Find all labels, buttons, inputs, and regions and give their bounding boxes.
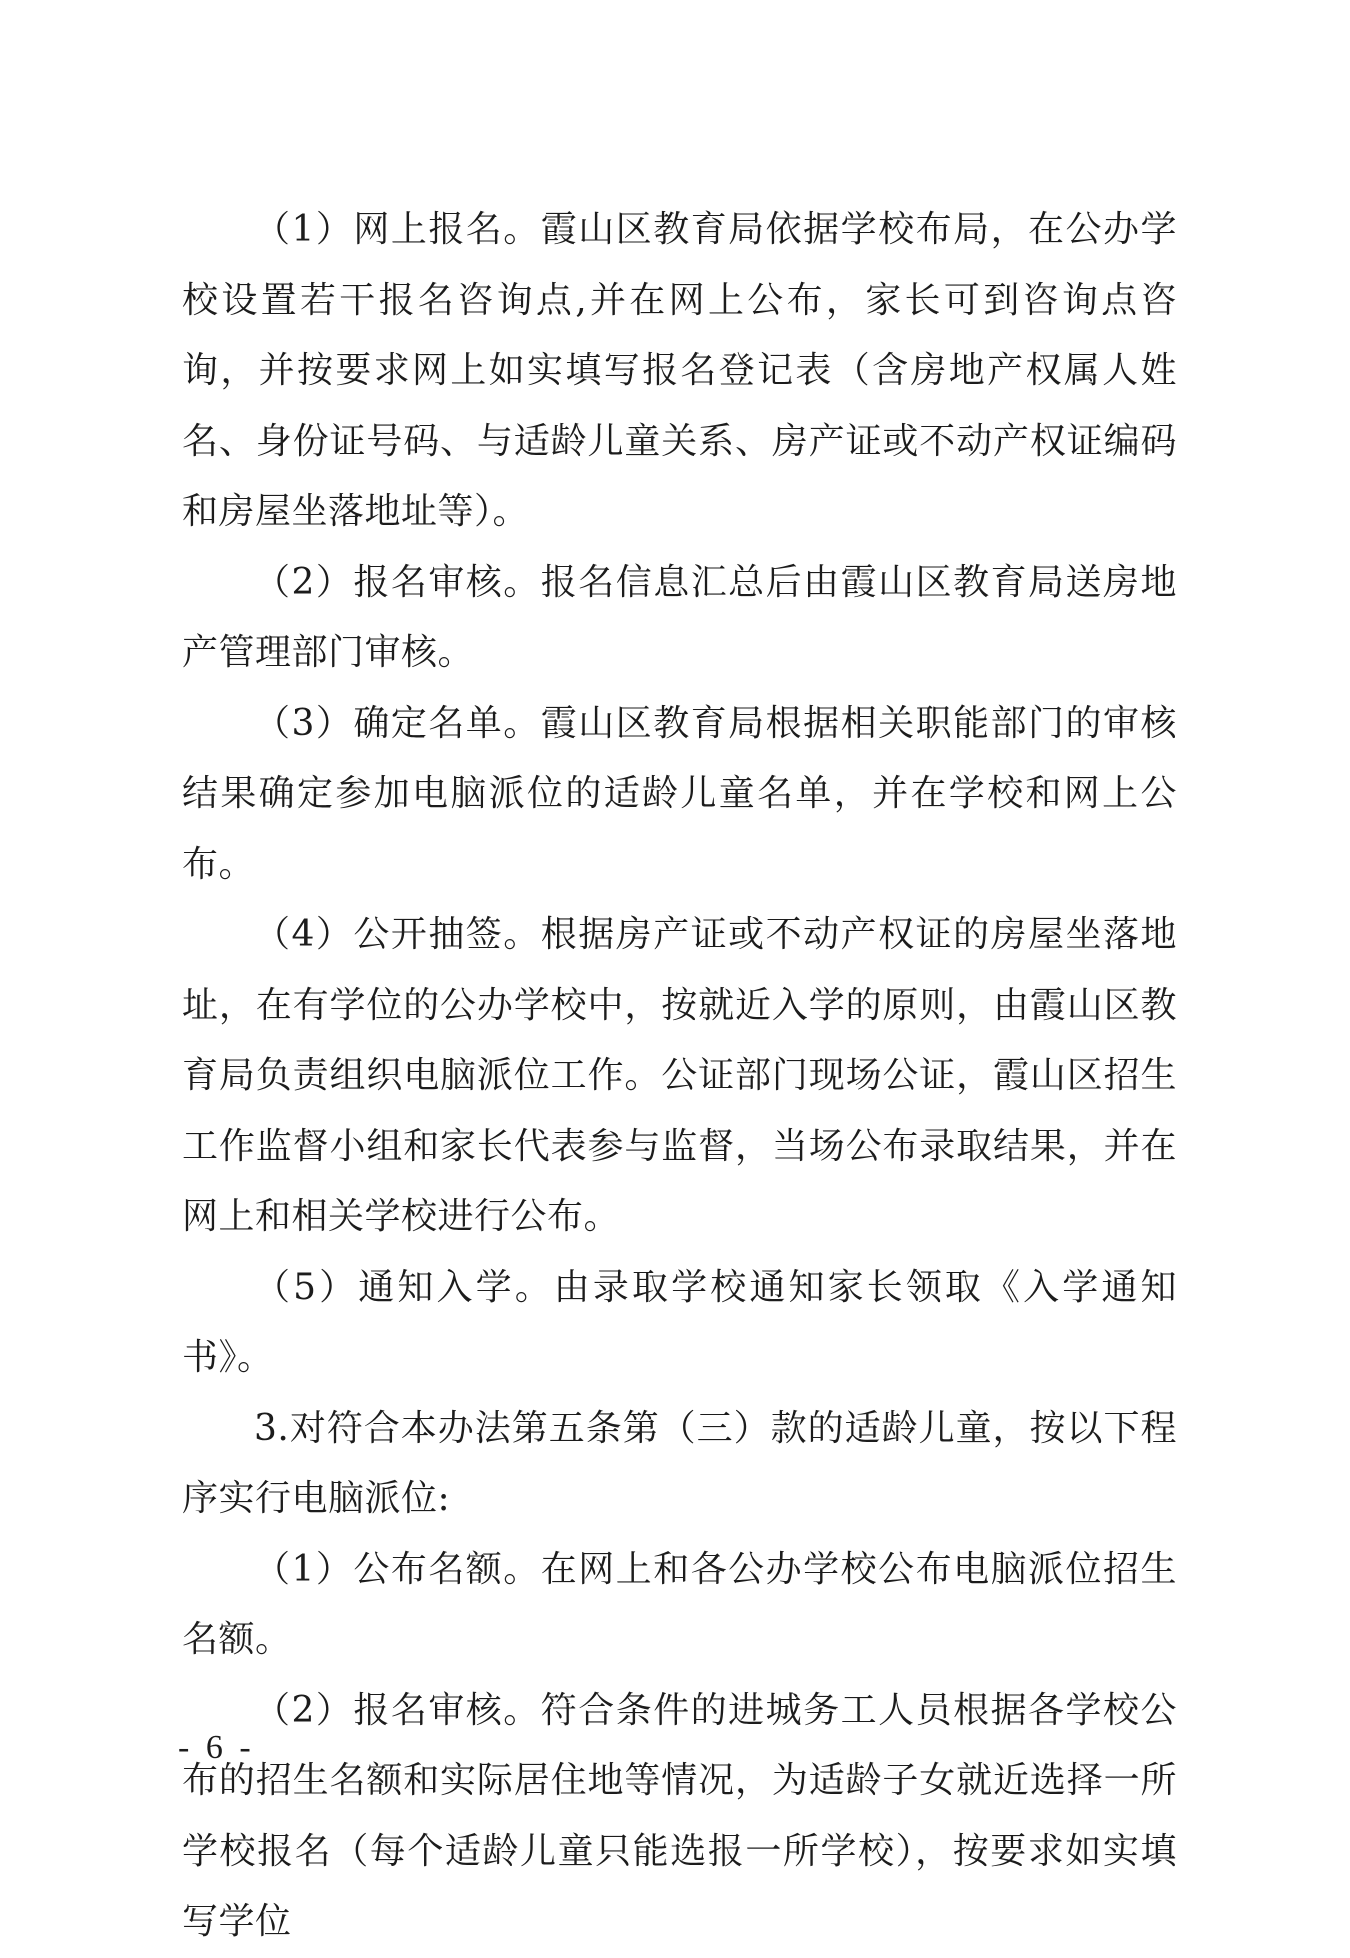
page-number: - 6 - — [178, 1729, 255, 1766]
paragraph-confirm-list: （3）确定名单。霞山区教育局根据相关职能部门的审核结果确定参加电脑派位的适龄儿童名单，并在学校和网上公布。 — [182, 702, 1177, 885]
paragraph-item-3: 3.对符合本办法第五条第（三）款的适龄儿童，按以下程序实行电脑派位: — [182, 1407, 1177, 1519]
paragraph-admission-notice: （5）通知入学。由录取学校通知家长领取《入学通知书》。 — [182, 1266, 1177, 1378]
paragraph-publish-quota: （1）公布名额。在网上和各公办学校公布电脑派位招生名额。 — [182, 1548, 1177, 1660]
paragraph-online-registration: （1）网上报名。霞山区教育局依据学校布局，在公办学校设置若干报名咨询点,并在网上公布，家长可到咨询点咨询，并按要求网上如实填写报名登记表（含房地产权属人姓名、身份证号码、与适龄儿童关系、房产证或不动产权证编码和房屋坐落地址等）。 — [182, 209, 1177, 532]
paragraph-public-lottery: （4）公开抽签。根据房产证或不动产权证的房屋坐落地址，在有学位的公办学校中，按就近入学的原则，由霞山区教育局负责组织电脑派位工作。公证部门现场公证，霞山区招生工作监督小组和家长代表参与监督，当场公布录取结果，并在网上和相关学校进行公布。 — [182, 914, 1177, 1237]
paragraph-registration-review: （2）报名审核。报名信息汇总后由霞山区教育局送房地产管理部门审核。 — [182, 561, 1177, 673]
document-body — [182, 195, 1177, 1958]
paragraph-registration-review-2: （2）报名审核。符合条件的进城务工人员根据各学校公布的招生名额和实际居住地等情况，为适龄子女就近选择一所学校报名（每个适龄儿童只能选报一所学校），按要求如实填写学位 — [182, 1689, 1177, 1942]
